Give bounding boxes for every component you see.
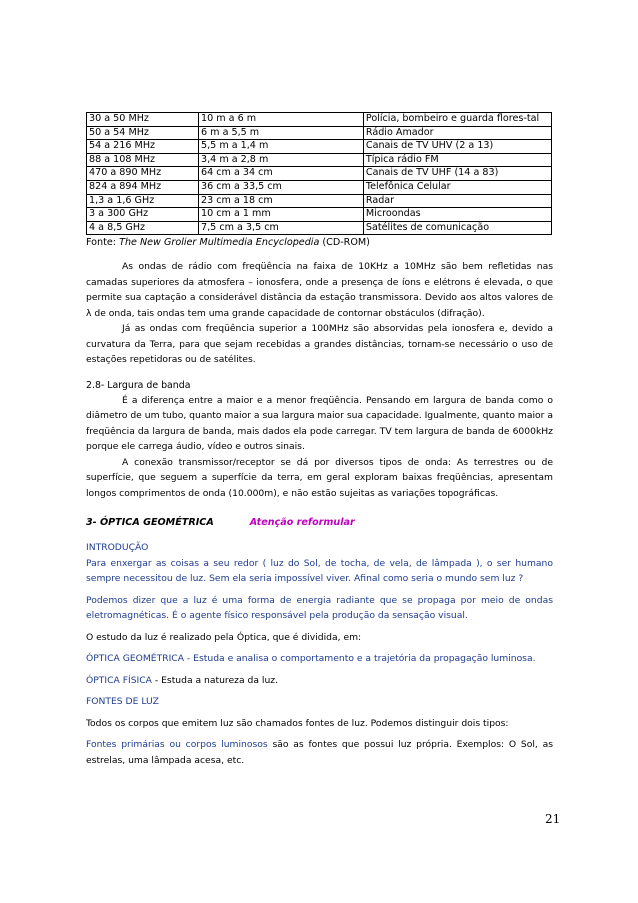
primary-sources-term: Fontes primárias ou corpos luminosos: [86, 739, 268, 751]
wavelength-cell: 5,5 m a 1,4 m: [199, 140, 364, 154]
frequency-cell: 1,3 a 1,6 GHz: [87, 194, 199, 208]
light-sources-heading: FONTES DE LUZ: [86, 696, 159, 708]
wavelength-cell: 64 cm a 34 cm: [199, 167, 364, 181]
table-row: [87, 153, 552, 167]
table-row: [87, 140, 552, 154]
intro-paragraph-3: O estudo da luz é realizado pela Óptica, que é dividida, em:: [86, 631, 362, 643]
paragraph-bandwidth: É a diferença entre a maior e a menor freqüência. Pensando em largura de banda como o diâmetro de um tubo, quanto maior a sua largura maior sua capacidade. Igualmente, quanto maior a freqüência da largura de banda, mais dados ela pode carregar. TV tem largura de banda de 6000kHz porque ele carrega áudio, vídeo e outros sinais.: [86, 394, 553, 453]
wavelength-cell: 23 cm a 18 cm: [199, 194, 364, 208]
source-prefix: Fonte:: [86, 237, 120, 249]
light-sources-paragraph: Todos os corpos que emitem luz são chamados fontes de luz. Podemos distinguir dois tipos:: [86, 717, 509, 729]
usage-cell: Polícia, bombeiro e guarda flores-tal: [363, 113, 551, 127]
wavelength-cell: 10 m a 6 m: [199, 113, 364, 127]
table-row: [87, 180, 552, 194]
usage-cell: Rádio Amador: [363, 126, 551, 140]
geometric-optics-term: ÓPTICA GEOMÉTRICA: [86, 653, 185, 665]
paragraph-connection: A conexão transmissor/receptor se dá por diversos tipos de onda: As terrestres ou de superfície, que seguem a superfície da terra, em geral exploram baixas freqüências, apresentam longos comprimentos de onda (10.000m), e não estão sujeitas as variações topográficas.: [86, 456, 553, 499]
frequency-cell: 88 a 108 MHz: [87, 153, 199, 167]
usage-cell: Típica rádio FM: [363, 153, 551, 167]
geometric-optics-definition: - Estuda e analisa o comportamento e a trajetória da propagação luminosa.: [184, 653, 536, 665]
table-row: [87, 194, 552, 208]
physical-optics-term: ÓPTICA FÍSICA: [86, 674, 152, 686]
usage-cell: Radar: [363, 194, 551, 208]
intro-paragraph-2: Podemos dizer que a luz é uma forma de energia radiante que se propaga por meio de ondas eletromagnéticas. É o agente físico responsável pela produção da sensação visual.: [86, 594, 553, 622]
primary-sources-paragraph: [86, 737, 553, 768]
table-row: [87, 221, 552, 235]
frequency-cell: 824 a 894 MHz: [87, 180, 199, 194]
physical-optics-definition: - Estuda a natureza da luz.: [151, 674, 279, 686]
frequency-cell: 50 a 54 MHz: [87, 126, 199, 140]
section-optics-heading: [86, 515, 553, 530]
frequency-table: [86, 112, 552, 235]
intro-paragraph-1: Para enxergar as coisas a seu redor ( luz do Sol, de tocha, de vela, de lâmpada ), o ser humano sempre necessitou de luz. Sem ela seria impossível viver. Afinal como seria o mundo sem luz ?: [86, 557, 553, 585]
physical-optics-line: [86, 673, 553, 689]
table-row: [87, 126, 552, 140]
table-row: [87, 208, 552, 222]
page-number: 21: [545, 812, 561, 826]
frequency-cell: 4 a 8,5 GHz: [87, 221, 199, 235]
usage-cell: Satélites de comunicação: [363, 221, 551, 235]
frequency-table-body: [87, 113, 552, 235]
wavelength-cell: 7,5 cm a 3,5 cm: [199, 221, 364, 235]
section-optics-title: 3- ÓPTICA GEOMÉTRICA: [86, 517, 214, 529]
reformulate-note: Atenção reformular: [249, 517, 355, 529]
paragraph-radio-waves: As ondas de rádio com freqüência na faixa de 10KHz a 10MHz são bem refletidas nas camadas superiores da atmosfera – ionosfera, onde a presença de íons e elétrons é elevada, o que permite sua captação a considerável distância da estação transmissora. Devido aos altos valores de λ de onda, tais ondas tem uma grande capacidade de contornar obstáculos (difração).: [86, 261, 553, 319]
geometric-optics-line: [86, 651, 553, 667]
table-source-caption: [86, 236, 553, 249]
table-row: [87, 167, 552, 181]
usage-cell: Canais de TV UHF (14 a 83): [363, 167, 551, 181]
section-bandwidth-title: 2.8- Largura de banda: [86, 379, 191, 391]
primary-sources-definition: são as fontes que possui luz própria. Exemplos: O Sol, as estrelas, uma lâmpada acesa, etc.: [86, 739, 553, 766]
frequency-cell: 3 a 300 GHz: [87, 208, 199, 222]
wavelength-cell: 36 cm a 33,5 cm: [199, 180, 364, 194]
wavelength-cell: 3,4 m a 2,8 m: [199, 153, 364, 167]
frequency-cell: 54 a 216 MHz: [87, 140, 199, 154]
usage-cell: Canais de TV UHV (2 a 13): [363, 140, 551, 154]
frequency-cell: 30 a 50 MHz: [87, 113, 199, 127]
source-title: The New Grolier Multimedia Encyclopedia: [119, 237, 320, 249]
intro-heading: INTRODUÇÃO: [86, 542, 149, 554]
source-suffix: (CD-ROM): [319, 237, 370, 249]
usage-cell: Microondas: [363, 208, 551, 222]
frequency-cell: 470 a 890 MHz: [87, 167, 199, 181]
usage-cell: Telefônica Celular: [363, 180, 551, 194]
wavelength-cell: 6 m a 5,5 m: [199, 126, 364, 140]
document-page: [86, 112, 553, 768]
table-row: [87, 113, 552, 127]
paragraph-ionosphere: Já as ondas com freqüência superior a 100MHz são absorvidas pela ionosfera e, devido a curvatura da Terra, para que sejam recebidas a grandes distâncias, tornam-se necessário o uso de estações repetidoras ou de satélites.: [86, 323, 553, 366]
wavelength-cell: 10 cm a 1 mm: [199, 208, 364, 222]
